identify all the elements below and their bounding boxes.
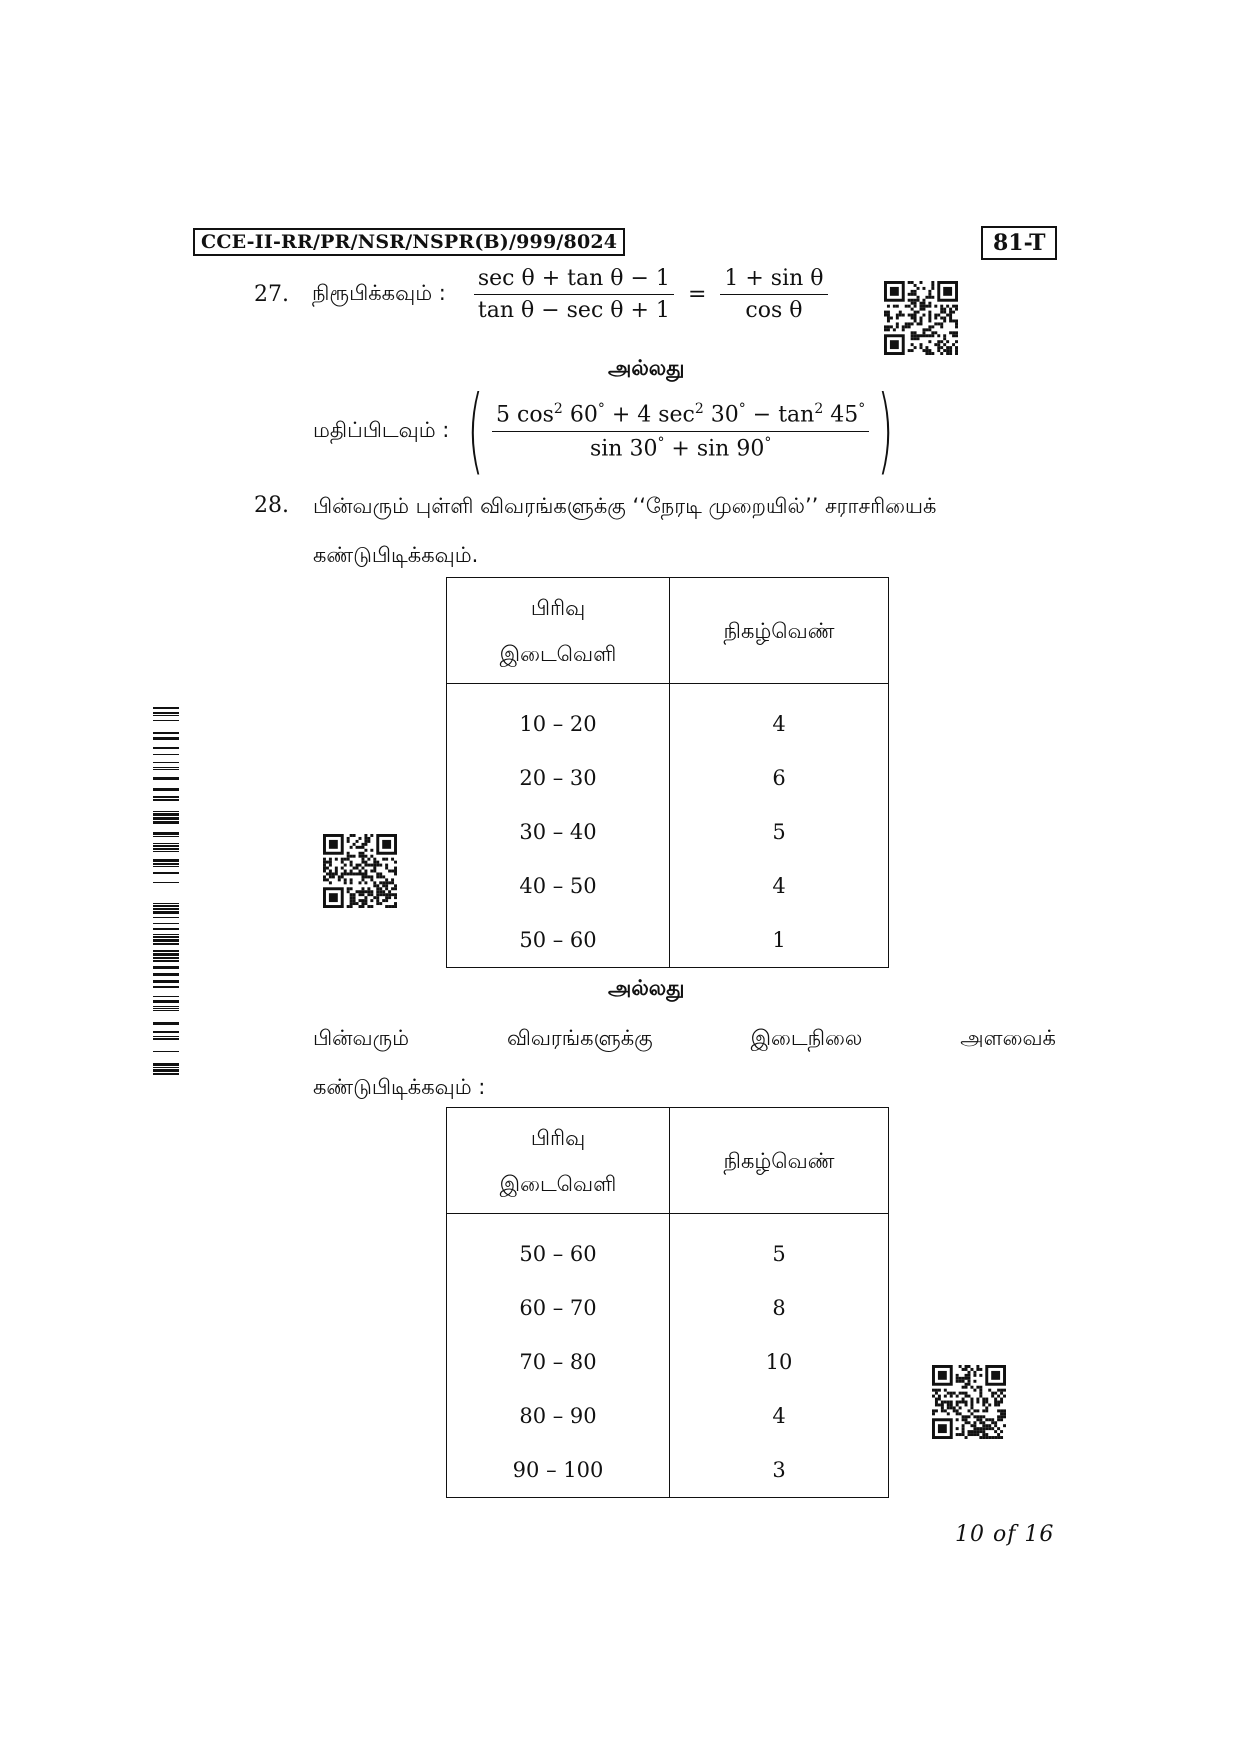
column-frequency: நிகழ்வெண் <box>670 578 889 684</box>
evaluate-denominator: sin 30° + sin 90° <box>589 434 772 461</box>
question-28-text-line2: கண்டுபிடிக்கவும். <box>313 543 479 567</box>
or-separator: அல்லது <box>608 356 685 380</box>
column-class-interval: பிரிவு இடைவெளி <box>447 578 670 684</box>
right-paren: ) <box>877 376 894 485</box>
prove-label: நிரூபிக்கவும் : <box>312 281 446 305</box>
equals-sign: = <box>687 282 707 307</box>
table-row: 40 – 50 4 <box>447 859 889 913</box>
table-row: 50 – 60 5 <box>447 1214 889 1282</box>
lhs-fraction <box>474 266 674 323</box>
table-row: 60 – 70 8 <box>447 1281 889 1335</box>
evaluate-numerator: 5 $\cos^2 60^\circ + 4$ $\sec^2 30^\circ - \tan^2 45^\circ$ <box>492 401 869 431</box>
table-row: 50 – 60 1 <box>447 913 889 968</box>
paper-code: CCE-II-RR/PR/NSR/NSPR(B)/999/8024 <box>193 228 625 256</box>
question-28-alt-line1: பின்வரும் விவரங்களுக்கு இடைநிலை அளவைக் <box>313 1026 1056 1050</box>
evaluate-fraction <box>492 401 869 461</box>
qr-code-icon <box>884 281 958 355</box>
question-28-text-line1: பின்வரும் புள்ளி விவரங்களுக்கு ‘‘நேரடி முறையில்’’ சராசரியைக் <box>313 494 937 518</box>
question-27 <box>254 266 828 323</box>
column-frequency: நிகழ்வெண் <box>670 1108 889 1214</box>
evaluate-expression <box>313 376 904 485</box>
or-separator: அல்லது <box>608 976 685 1000</box>
evaluate-label: மதிப்பிடவும் : <box>313 417 450 442</box>
page-number: 10 of 16 <box>955 1522 1055 1547</box>
question-number: 27. <box>254 282 289 307</box>
table-row: 80 – 90 4 <box>447 1389 889 1443</box>
table-row: 70 – 80 10 <box>447 1335 889 1389</box>
question-number: 28. <box>254 493 289 518</box>
table-row: 30 – 40 5 <box>447 805 889 859</box>
rhs-fraction <box>720 266 827 323</box>
frequency-table-2 <box>446 1107 889 1498</box>
qr-code-icon <box>932 1365 1006 1439</box>
lhs-denominator: tan θ − sec θ + 1 <box>477 298 670 323</box>
barcode-icon <box>153 707 179 1079</box>
rhs-denominator: cos θ <box>745 298 803 323</box>
table-row: 10 – 20 4 <box>447 684 889 752</box>
qr-code-icon <box>323 834 397 908</box>
table-row: 20 – 30 6 <box>447 751 889 805</box>
column-class-interval: பிரிவு இடைவெளி <box>447 1108 670 1214</box>
frequency-table-1 <box>446 577 889 968</box>
table-row: 90 – 100 3 <box>447 1443 889 1498</box>
lhs-numerator: sec θ + tan θ − 1 <box>474 266 674 295</box>
question-28-alt-line2: கண்டுபிடிக்கவும் : <box>313 1075 486 1099</box>
rhs-numerator: 1 + sin θ <box>720 266 827 295</box>
left-paren: ( <box>467 376 484 485</box>
paper-number: 81-T <box>981 226 1057 260</box>
